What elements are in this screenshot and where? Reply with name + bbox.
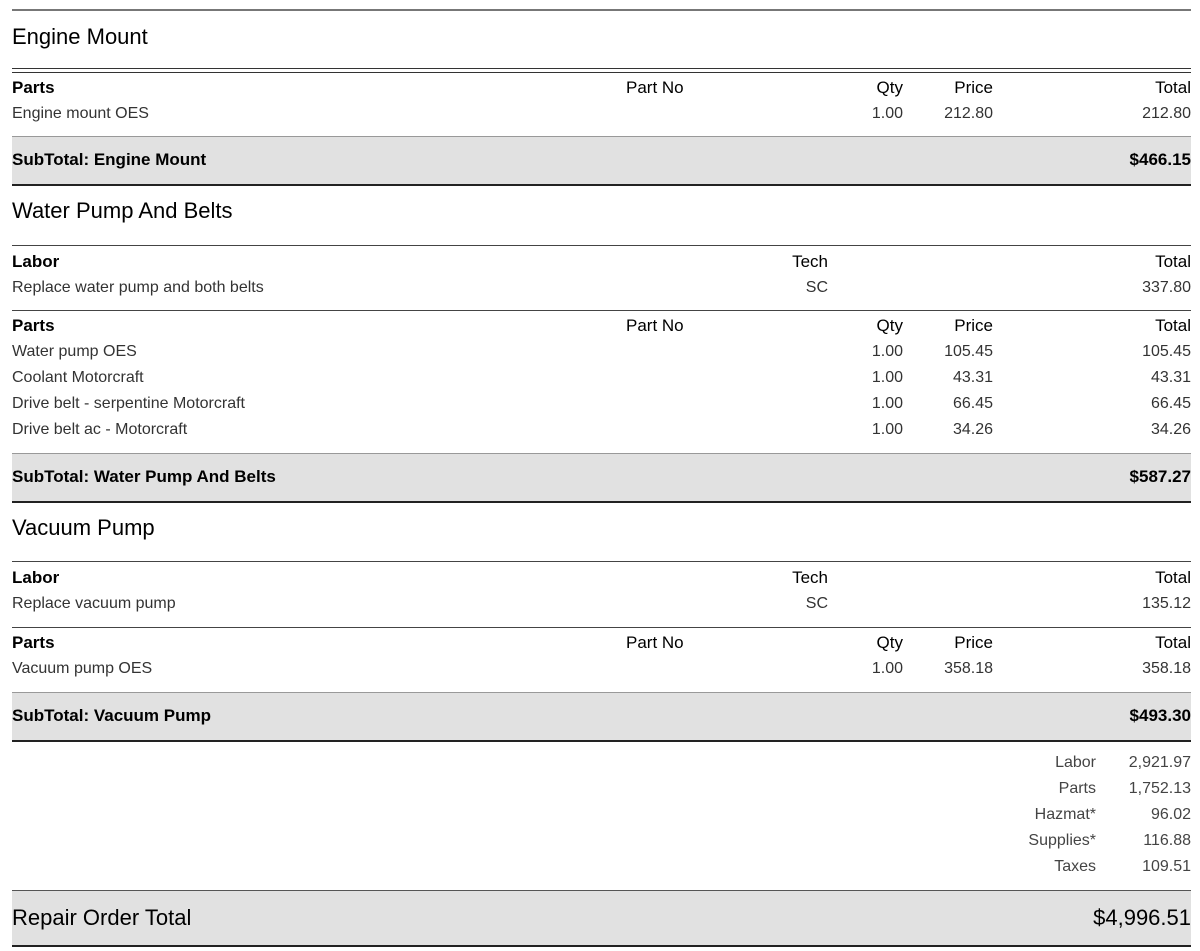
parts-header-row <box>12 314 1191 338</box>
repair-order-total-label: Repair Order Total <box>12 905 192 930</box>
tech-header: Tech <box>792 568 828 587</box>
part-qty: 1.00 <box>871 395 903 412</box>
labor-header-row <box>12 566 1191 590</box>
section-rule <box>12 310 1191 311</box>
labor-tech: SC <box>805 595 828 612</box>
part-price: 66.45 <box>952 395 993 412</box>
part-price: 105.45 <box>944 343 993 360</box>
labor-description: Replace vacuum pump <box>12 595 176 612</box>
part-description: Engine mount OES <box>12 105 149 122</box>
subtotal-row <box>12 692 1191 742</box>
summary-value: 116.88 <box>1143 832 1191 849</box>
summary-label: Parts <box>1058 780 1096 797</box>
total-header: Total <box>1155 78 1191 97</box>
part-qty: 1.00 <box>871 369 903 386</box>
part-price: 212.80 <box>944 105 993 122</box>
parts-header-label: Parts <box>12 78 55 97</box>
table-row <box>12 657 1191 681</box>
part-description: Vacuum pump OES <box>12 660 153 677</box>
section-rule <box>12 627 1191 628</box>
qty-header: Qty <box>876 633 903 652</box>
summary-row-labor <box>891 750 1191 776</box>
table-row <box>12 392 1191 416</box>
table-row <box>12 276 1191 300</box>
part-total: 43.31 <box>1150 369 1191 386</box>
tech-header: Tech <box>792 252 828 271</box>
parts-header-row <box>12 76 1191 100</box>
subtotal-amount: $466.15 <box>1129 150 1191 169</box>
total-header: Total <box>1155 633 1191 652</box>
part-total: 358.18 <box>1142 660 1191 677</box>
part-description: Coolant Motorcraft <box>12 369 144 386</box>
repair-order-total-amount: $4,996.51 <box>1093 905 1191 930</box>
summary-value: 109.51 <box>1142 858 1191 875</box>
top-rule <box>12 9 1191 11</box>
section-title-engine-mount: Engine Mount <box>12 24 148 49</box>
subtotal-label: SubTotal: Water Pump And Belts <box>12 467 276 486</box>
table-row <box>12 340 1191 364</box>
section-title-water-pump: Water Pump And Belts <box>12 198 233 223</box>
part-qty: 1.00 <box>871 421 903 438</box>
part-total: 66.45 <box>1150 395 1191 412</box>
summary-value: 1,752.13 <box>1128 780 1191 797</box>
price-header: Price <box>954 78 993 97</box>
labor-header-row <box>12 250 1191 274</box>
labor-total: 135.12 <box>1142 595 1191 612</box>
summary-row-supplies <box>891 828 1191 854</box>
total-header: Total <box>1155 568 1191 587</box>
part-description: Drive belt - serpentine Motorcraft <box>12 395 245 412</box>
subtotal-label: SubTotal: Engine Mount <box>12 150 207 169</box>
summary-label: Labor <box>1055 754 1096 771</box>
subtotal-amount: $587.27 <box>1129 467 1191 486</box>
section-title-vacuum-pump: Vacuum Pump <box>12 515 155 540</box>
qty-header: Qty <box>876 316 903 335</box>
part-total: 105.45 <box>1142 343 1191 360</box>
subtotal-row <box>12 136 1191 186</box>
parts-header-label: Parts <box>12 633 55 652</box>
section-rule <box>12 68 1191 73</box>
part-no-header: Part No <box>626 78 684 97</box>
part-description: Water pump OES <box>12 343 137 360</box>
table-row <box>12 592 1191 616</box>
part-price: 34.26 <box>952 421 993 438</box>
table-row <box>12 366 1191 390</box>
parts-header-label: Parts <box>12 316 55 335</box>
part-no-header: Part No <box>626 633 684 652</box>
summary-row-taxes <box>891 854 1191 880</box>
summary-label: Hazmat* <box>1034 806 1096 823</box>
part-qty: 1.00 <box>871 105 903 122</box>
part-total: 212.80 <box>1142 105 1191 122</box>
summary-label: Supplies* <box>1028 832 1096 849</box>
price-header: Price <box>954 316 993 335</box>
section-rule <box>12 245 1191 246</box>
labor-total: 337.80 <box>1142 279 1191 296</box>
parts-header-row <box>12 631 1191 655</box>
total-header: Total <box>1155 252 1191 271</box>
summary-row-hazmat <box>891 802 1191 828</box>
part-price: 43.31 <box>952 369 993 386</box>
summary-row-parts <box>891 776 1191 802</box>
subtotal-label: SubTotal: Vacuum Pump <box>12 706 211 725</box>
part-qty: 1.00 <box>871 660 903 677</box>
section-rule <box>12 561 1191 562</box>
qty-header: Qty <box>876 78 903 97</box>
summary-value: 96.02 <box>1150 806 1191 823</box>
labor-header-label: Labor <box>12 568 60 587</box>
part-description: Drive belt ac - Motorcraft <box>12 421 188 438</box>
repair-order-total-row <box>12 890 1191 947</box>
labor-header-label: Labor <box>12 252 60 271</box>
price-header: Price <box>954 633 993 652</box>
part-qty: 1.00 <box>871 343 903 360</box>
summary-value: 2,921.97 <box>1128 754 1191 771</box>
labor-description: Replace water pump and both belts <box>12 279 264 296</box>
table-row <box>12 102 1191 126</box>
part-no-header: Part No <box>626 316 684 335</box>
labor-tech: SC <box>805 279 828 296</box>
part-price: 358.18 <box>944 660 993 677</box>
part-total: 34.26 <box>1150 421 1191 438</box>
subtotal-amount: $493.30 <box>1129 706 1191 725</box>
summary-label: Taxes <box>1054 858 1096 875</box>
total-header: Total <box>1155 316 1191 335</box>
table-row <box>12 418 1191 442</box>
subtotal-row <box>12 453 1191 503</box>
